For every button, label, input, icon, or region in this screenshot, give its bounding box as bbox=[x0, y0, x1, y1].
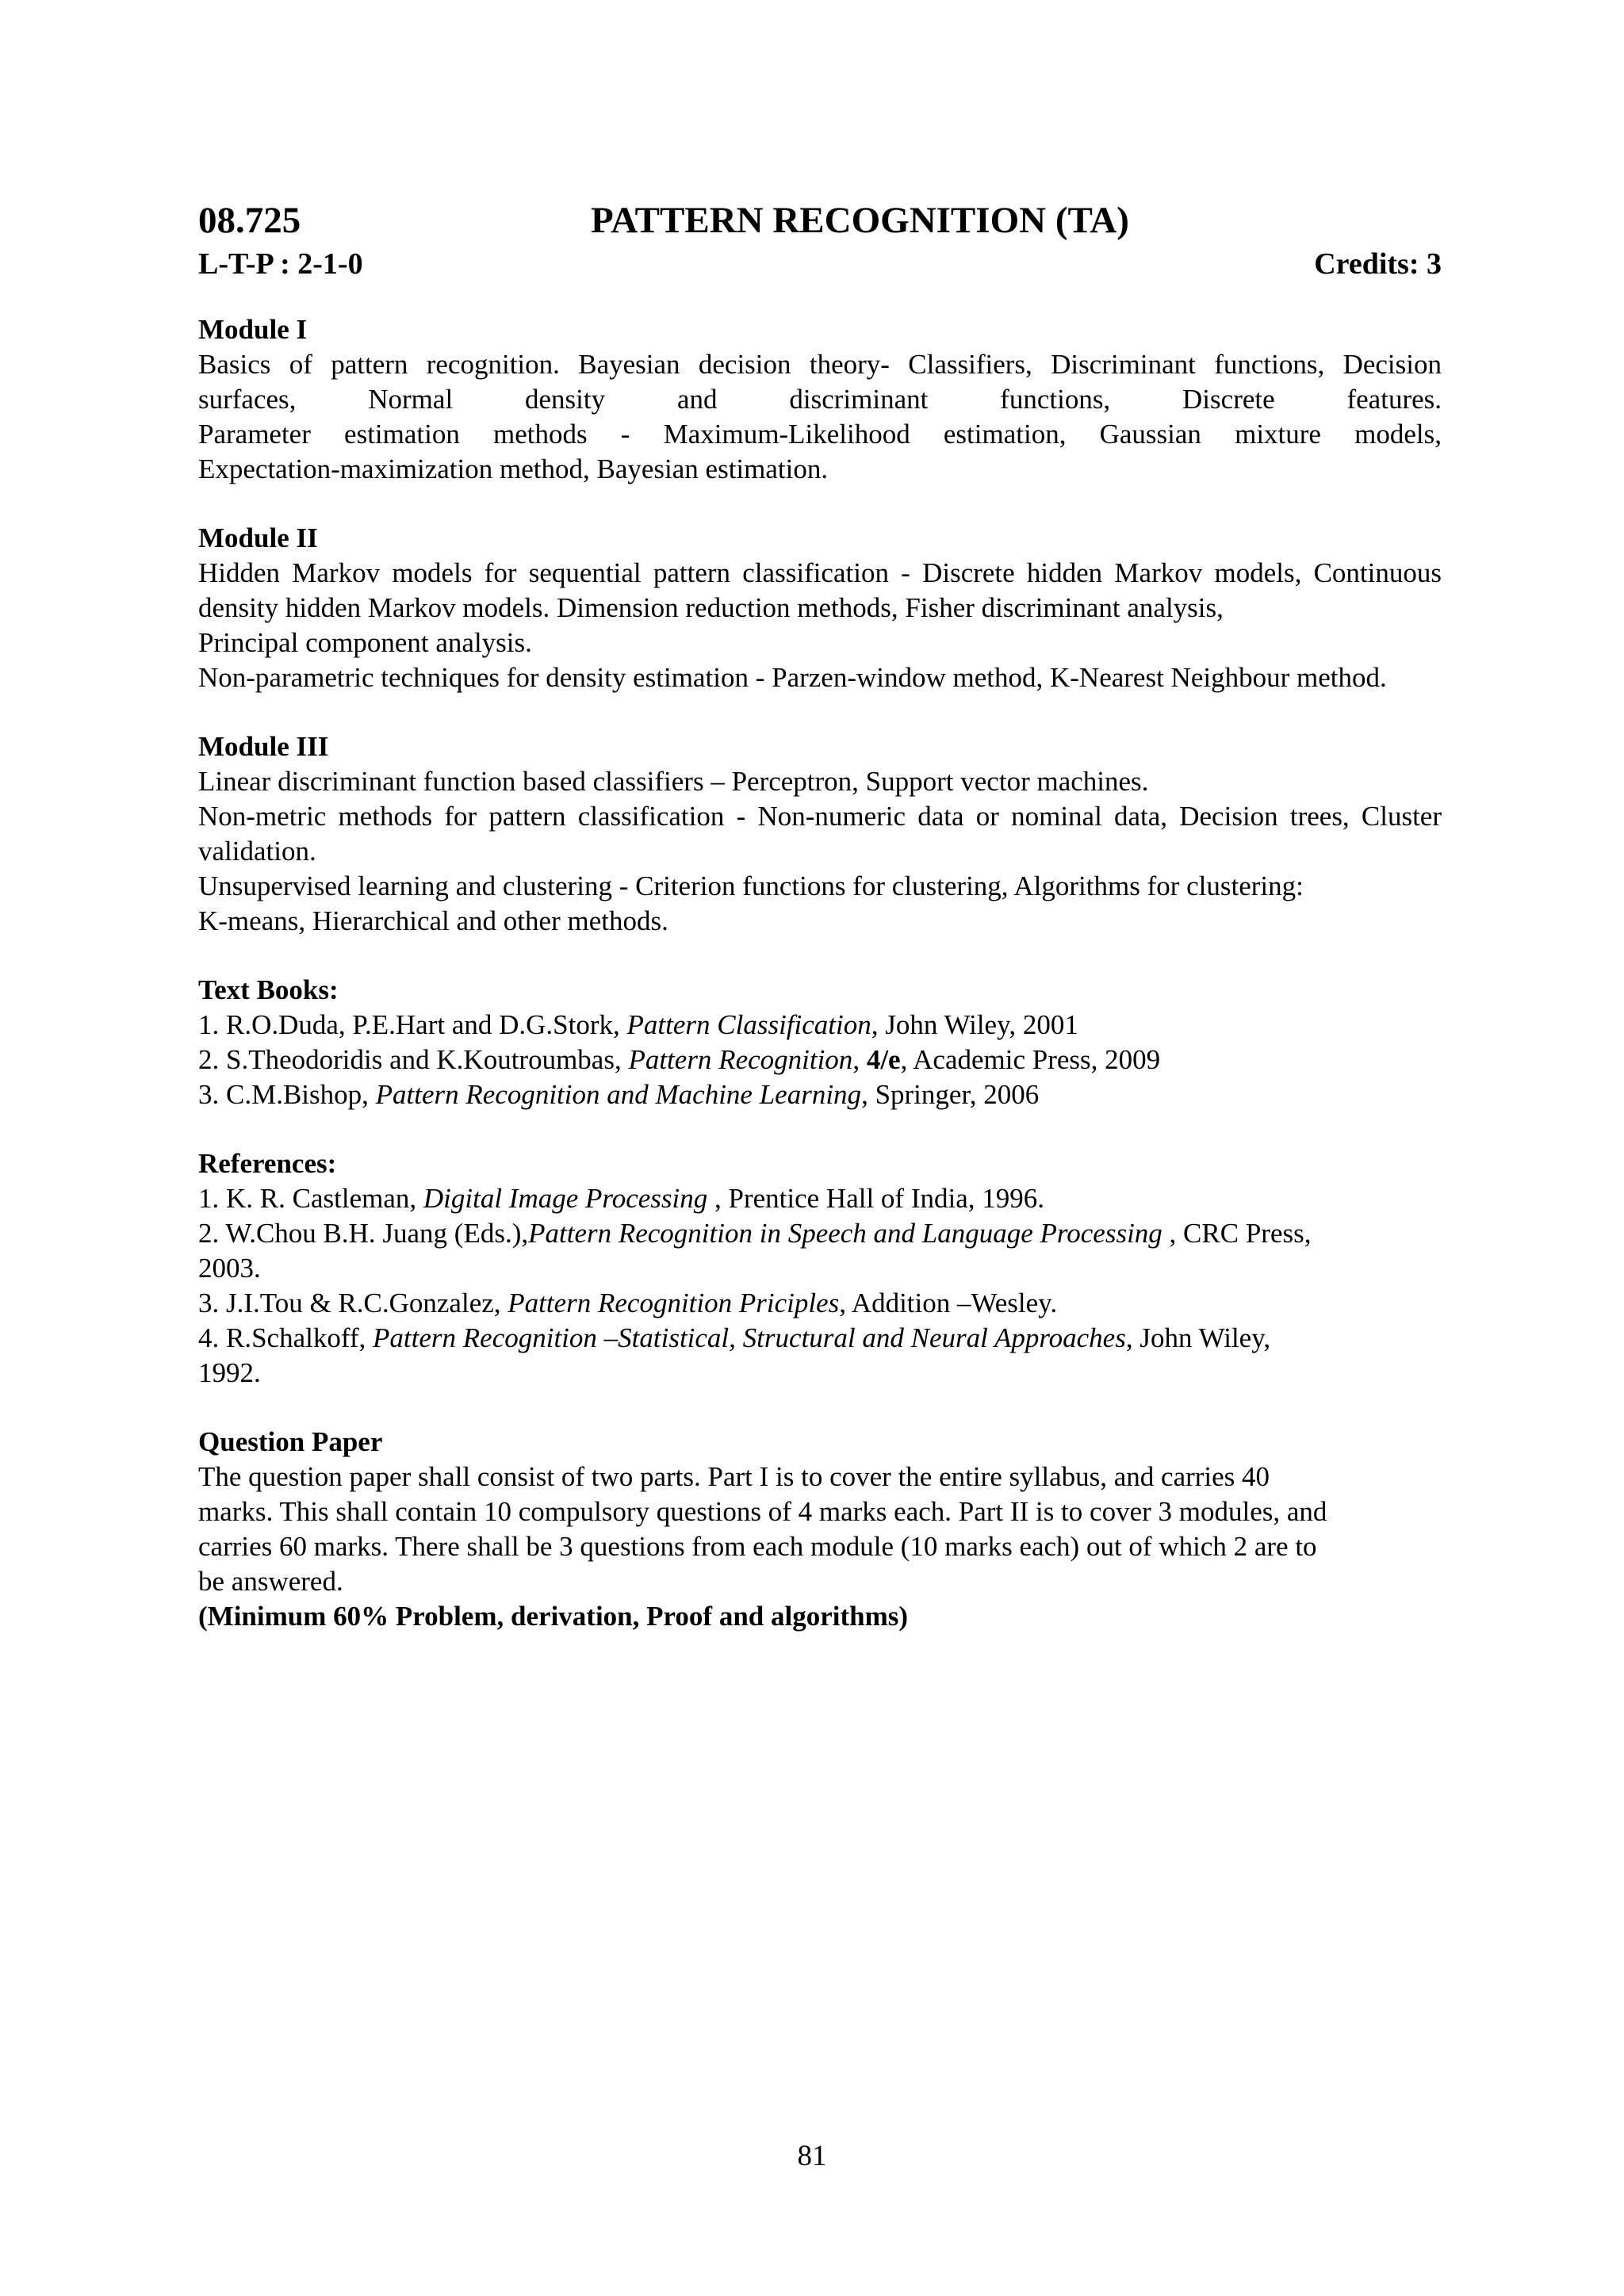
reference-1-title: Digital Image Processing bbox=[423, 1183, 708, 1214]
text-book-2-prefix: 2. S.Theodoridis and K.Koutroumbas, bbox=[198, 1044, 629, 1075]
text-book-item bbox=[198, 1077, 1442, 1112]
module-3-para-3-line-1: Unsupervised learning and clustering - Criterion functions for clustering, Algorithms for clustering: bbox=[198, 871, 1304, 901]
module-2-para-3: Non-parametric techniques for density estimation - Parzen-window method, K-Nearest Neighbour method. bbox=[198, 662, 1387, 693]
syllabus-page bbox=[198, 197, 1442, 1634]
text-book-2-mid: , bbox=[852, 1044, 867, 1075]
reference-3-suffix: , Addition –Wesley. bbox=[839, 1288, 1058, 1318]
credits-label: Credits: 3 bbox=[1314, 247, 1442, 281]
reference-3-title: Pattern Recognition Priciples bbox=[508, 1288, 840, 1318]
text-books-title: Text Books: bbox=[198, 974, 339, 1005]
question-paper-line-1: The question paper shall consist of two parts. Part I is to cover the entire syllabus, and carries 40 bbox=[198, 1461, 1270, 1492]
module-1 bbox=[198, 312, 1442, 487]
reference-item bbox=[198, 1286, 1442, 1321]
question-paper-title: Question Paper bbox=[198, 1426, 383, 1457]
reference-item bbox=[198, 1321, 1442, 1356]
module-2-para-1: Hidden Markov models for sequential pattern classification - Discrete hidden Markov models, Continuous density hidden Markov models. Dimension reduction methods, Fisher discriminant analysis, bbox=[198, 557, 1442, 623]
text-book-item bbox=[198, 1008, 1442, 1043]
question-paper-line-4: be answered. bbox=[198, 1566, 343, 1597]
question-paper-line-2: marks. This shall contain 10 compulsory questions of 4 marks each. Part II is to cover 3 modules, and bbox=[198, 1496, 1327, 1527]
text-book-3-suffix: , Springer, 2006 bbox=[861, 1079, 1040, 1110]
page-number: 81 bbox=[797, 2140, 827, 2172]
reference-3-prefix: 3. J.I.Tou & R.C.Gonzalez, bbox=[198, 1288, 508, 1318]
course-title: PATTERN RECOGNITION (TA) bbox=[591, 200, 1129, 241]
module-2-para-2: Principal component analysis. bbox=[198, 627, 532, 658]
text-book-2-suffix: , Academic Press, 2009 bbox=[900, 1044, 1161, 1075]
reference-item bbox=[198, 1181, 1442, 1216]
module-3-para-3-line-2: K-means, Hierarchical and other methods. bbox=[198, 905, 668, 936]
course-code: 08.725 bbox=[198, 200, 301, 241]
reference-2-title: Pattern Recognition in Speech and Language Processing bbox=[528, 1218, 1162, 1249]
module-1-line-2: surfaces, Normal density and discriminant functions, Discrete features. bbox=[198, 384, 1442, 415]
reference-2-continuation: 2003. bbox=[198, 1253, 261, 1284]
text-book-1-suffix: , John Wiley, 2001 bbox=[871, 1009, 1078, 1040]
module-3-para-2: Non-metric methods for pattern classification - Non-numeric data or nominal data, Decision trees, Cluster validation. bbox=[198, 801, 1442, 867]
references bbox=[198, 1146, 1442, 1391]
text-books bbox=[198, 973, 1442, 1112]
module-1-title: Module I bbox=[198, 314, 308, 345]
module-2 bbox=[198, 521, 1442, 695]
text-book-3-prefix: 3. C.M.Bishop, bbox=[198, 1079, 376, 1110]
module-1-line-4: Expectation-maximization method, Bayesian estimation. bbox=[198, 453, 829, 484]
question-paper-note: (Minimum 60% Problem, derivation, Proof and algorithms) bbox=[198, 1601, 909, 1632]
reference-4-title: Pattern Recognition –Statistical, Structural and Neural Approaches bbox=[373, 1322, 1126, 1353]
reference-1-suffix: , Prentice Hall of India, 1996. bbox=[707, 1183, 1045, 1214]
reference-4-suffix: , John Wiley, bbox=[1125, 1322, 1271, 1353]
references-title: References: bbox=[198, 1148, 337, 1179]
module-3-title: Module III bbox=[198, 731, 329, 762]
text-book-2-edition: 4/e bbox=[866, 1044, 901, 1075]
module-1-line-3: Parameter estimation methods - Maximum-Likelihood estimation, Gaussian mixture models, bbox=[198, 419, 1442, 450]
ltp-label: L-T-P : 2-1-0 bbox=[198, 247, 363, 281]
question-paper bbox=[198, 1425, 1442, 1634]
module-1-line-1: Basics of pattern recognition. Bayesian decision theory- Classifiers, Discriminant functions, Decision bbox=[198, 349, 1442, 380]
text-book-1-prefix: 1. R.O.Duda, P.E.Hart and D.G.Stork, bbox=[198, 1009, 627, 1040]
module-2-title: Module II bbox=[198, 522, 318, 553]
text-book-item bbox=[198, 1043, 1442, 1077]
question-paper-line-3: carries 60 marks. There shall be 3 questions from each module (10 marks each) out of which 2 are to bbox=[198, 1531, 1317, 1562]
text-book-3-title: Pattern Recognition and Machine Learning bbox=[375, 1079, 862, 1110]
reference-2-suffix: , CRC Press, bbox=[1162, 1218, 1312, 1249]
reference-1-prefix: 1. K. R. Castleman, bbox=[198, 1183, 423, 1214]
reference-4-prefix: 4. R.Schalkoff, bbox=[198, 1322, 373, 1353]
reference-item bbox=[198, 1216, 1442, 1251]
module-3-para-1: Linear discriminant function based classifiers – Perceptron, Support vector machines. bbox=[198, 766, 1149, 797]
text-book-1-title: Pattern Classification bbox=[626, 1009, 871, 1040]
course-header bbox=[198, 197, 1442, 244]
reference-4-continuation: 1992. bbox=[198, 1357, 261, 1388]
reference-2-prefix: 2. W.Chou B.H. Juang (Eds.), bbox=[198, 1218, 529, 1249]
course-sub-header bbox=[198, 244, 1442, 284]
text-book-2-title: Pattern Recognition bbox=[628, 1044, 853, 1075]
module-3 bbox=[198, 729, 1442, 939]
